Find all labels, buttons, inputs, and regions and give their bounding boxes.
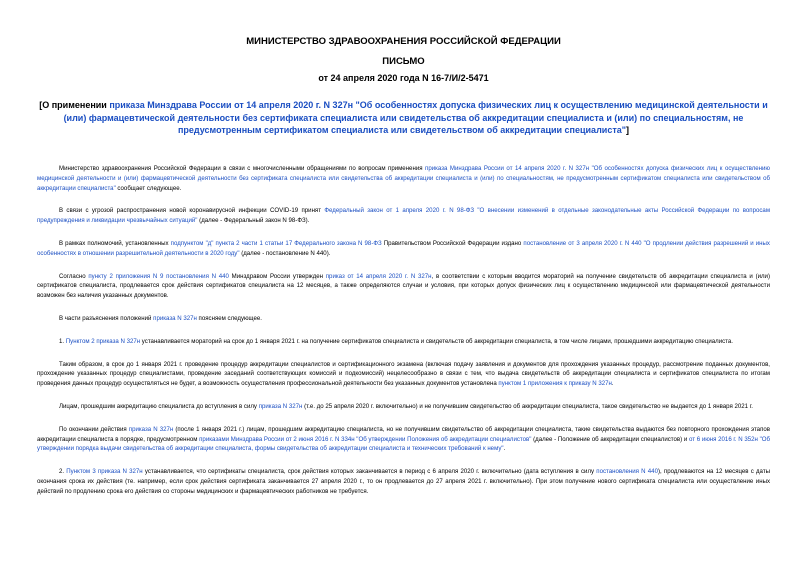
text: , в соответствии с которым вводится мораторий на получение свидетельств об аккредитации специалиста и (или) сертификатов специалиста, продлевается срок действия сертификатов специалиста на 12 месяцев, а также определяются случаи и условия, при которых допуск физических лиц к осуществлению медицинской или фармацевтической деятельности возможен без наличия указанных документов.: [37, 272, 770, 300]
paragraph-order-approval: [37, 272, 770, 301]
federal-law-98fz-link[interactable]: Федеральный закон от 1 апреля 2020 г. N 98-ФЗ "О внесении изменений в отдельные законодательные акты Российской Федерации по вопросам предупреждения и ликвидации чрезвычайных ситуаций": [37, 207, 771, 225]
document-type: ПИСЬМО: [382, 56, 425, 67]
text: (далее - Положение об аккредитации специалистов) и: [531, 435, 689, 443]
text: сообщает следующее.: [115, 184, 182, 192]
subject-close: ]: [626, 125, 629, 135]
ministry-heading: МИНИСТЕРСТВО ЗДРАВООХРАНЕНИЯ РОССИЙСКОЙ ФЕДЕРАЦИИ: [246, 36, 561, 47]
paragraph-federal-law: [37, 206, 770, 226]
text: В рамках полномочий, установленных: [59, 239, 171, 247]
text: Правительством Российской Федерации издано: [381, 239, 524, 247]
text: ), продлеваются на 12 месяцев с даты окончания срока их действия (те. например, если срок действия сертификата заканчивается 27 апреля 2020 г., то он продлевается до 27 апреля 2021 г. включительно). При этом получение нового сертификата специалиста или осуществление иных действий по продлению срока его действия со стороны медицинских и фармацевтических работников не требуется.: [37, 468, 770, 495]
text: В части разъяснения положений: [59, 314, 154, 322]
text: Лицам, прошедшим аккредитацию специалиста до вступления в силу: [59, 402, 259, 410]
appendix-point-1-link[interactable]: пунктом 1 приложения к приказу N 327н: [498, 380, 612, 388]
text: поясняем следующее.: [196, 314, 262, 322]
paragraph-item-2: [37, 467, 770, 496]
text: 2.: [59, 468, 67, 476]
point-3-order-link[interactable]: Пунктом 3 приказа N 327н: [66, 468, 143, 476]
text: .: [611, 380, 614, 388]
paragraph-accredited-persons: [37, 402, 770, 412]
text: По окончании действия: [59, 425, 129, 433]
text: .: [503, 445, 506, 453]
appendix-9-link[interactable]: пункту 2 приложения N 9 постановления N 440: [88, 272, 229, 280]
subclause-link[interactable]: подпунктом "д" пункта 2 части 1 статьи 17 Федерального закона N 98-ФЗ: [170, 239, 382, 247]
resolution-440-link[interactable]: постановление от 3 апреля 2020 г. N 440 "О продлении действия разрешений и иных особенностях в отношении разрешительной деятельности в 2020 году": [37, 239, 770, 257]
text: (после 1 января 2021 г.) лицам, прошедшим аккредитацию специалиста, но не получившим свидетельство об аккредитации специалиста, такие свидетельства выдаются без повторного прохождения этапов аккредитации специалиста в порядке, предусмотренном: [37, 425, 770, 443]
order-327n-link[interactable]: приказа Минздрава России от 14 апреля 2020 г. N 327н "Об особенностях допуска физических лиц к осуществлению медицинской деятельности и (или) фармацевтической деятельности без сертификата специалиста или свидетельства об аккредитации специалиста и (или) по специальностям, не предусмотренным сертификатом специалиста или свидетельством об аккредитации специалиста": [37, 165, 770, 192]
paragraph-resolution-440: [37, 239, 770, 259]
order-327n-link[interactable]: приказа N 327н: [153, 314, 197, 322]
text: В связи с угрозой распространения новой коронавирусной инфекции COVID-19 принят: [59, 207, 325, 215]
order-327n-link[interactable]: приказ от 14 апреля 2020 г. N 327н: [325, 272, 432, 280]
text: 1.: [59, 337, 66, 345]
order-327n-link[interactable]: приказа N 327н: [128, 425, 174, 433]
paragraph-item-1: [37, 337, 770, 347]
paragraph-after-order: [37, 425, 770, 454]
order-352n-link[interactable]: от 6 июня 2016 г. N 352н "Об утверждении порядка выдачи свидетельства об аккредитации специалиста, формы свидетельства об аккредитации специалиста и технических требований к нему": [37, 435, 770, 453]
letter-body: [37, 164, 770, 510]
document-subject: [30, 99, 777, 137]
text: Таким образом, в срок до 1 января 2021 г. проведение процедур аккредитации специалистов и сертификационного экзамена (включая подачу заявления и документов для прохождения указанных процедур, рассмотрение поданных документов, прохождение указанных процедур специалистами, проведение заседаний соответствующих комиссий и подкомиссий) нецелесообразно в связи с тем, что выдача свидетельств об аккредитации специалиста и сертификатов специалиста по итогам проведения данных процедур осуществляться не будет, а возможность осуществления профессиональной деятельности без указанных документов установлена: [37, 360, 770, 388]
document-date-number: от 24 апреля 2020 года N 16-7/И/2-5471: [318, 73, 489, 83]
paragraph-intro: [37, 164, 770, 193]
point-2-order-link[interactable]: Пунктом 2 приказа N 327н: [65, 337, 141, 345]
text: Согласно: [59, 272, 89, 280]
text: Министерство здравоохранения Российской Федерации в связи с многочисленными обращениями по вопросам применения: [59, 165, 426, 172]
paragraph-accreditation: [37, 360, 770, 389]
paragraph-clarification: [37, 314, 770, 324]
resolution-440-link[interactable]: постановления N 440: [596, 468, 658, 476]
order-327n-link[interactable]: приказа N 327н: [258, 402, 303, 410]
text: (т.е. до 25 апреля 2020 г. включительно) и не получившим свидетельство об аккредитации специалиста, такое свидетельство не выдается до 1 января 2021 г.: [302, 402, 753, 410]
text: устанавливается, что сертификаты специалиста, срок действия которых заканчивается в период с 6 апреля 2020 г. включительно (дата вступления в силу: [142, 468, 597, 476]
order-334n-link[interactable]: приказами Минздрава России от 2 июня 2016 г. N 334н "Об утверждении Положения об аккредитации специалистов": [199, 435, 532, 443]
subject-order-link[interactable]: приказа Минздрава России от 14 апреля 2020 г. N 327н "Об особенностях допуска физических лиц к осуществлению медицинской деятельности и (или) фармацевтической деятельности без сертификата специалиста или свидетельства об аккредитации специалиста и (или) по специальностям, не предусмотренным сертификатом специалиста или свидетельством об аккредитации специалиста": [63, 100, 768, 135]
text: устанавливается мораторий на срок до 1 января 2021 г. на получение сертификатов специалиста и свидетельств об аккредитации специалиста, в том числе лицами, прошедшими аккредитацию специалиста.: [140, 337, 733, 345]
text: (далее - Федеральный закон N 98-ФЗ).: [197, 217, 310, 225]
text: (далее - постановление N 440).: [239, 249, 331, 257]
subject-open: [О применении: [39, 100, 110, 110]
text: Минздравом России утвержден: [228, 272, 326, 280]
